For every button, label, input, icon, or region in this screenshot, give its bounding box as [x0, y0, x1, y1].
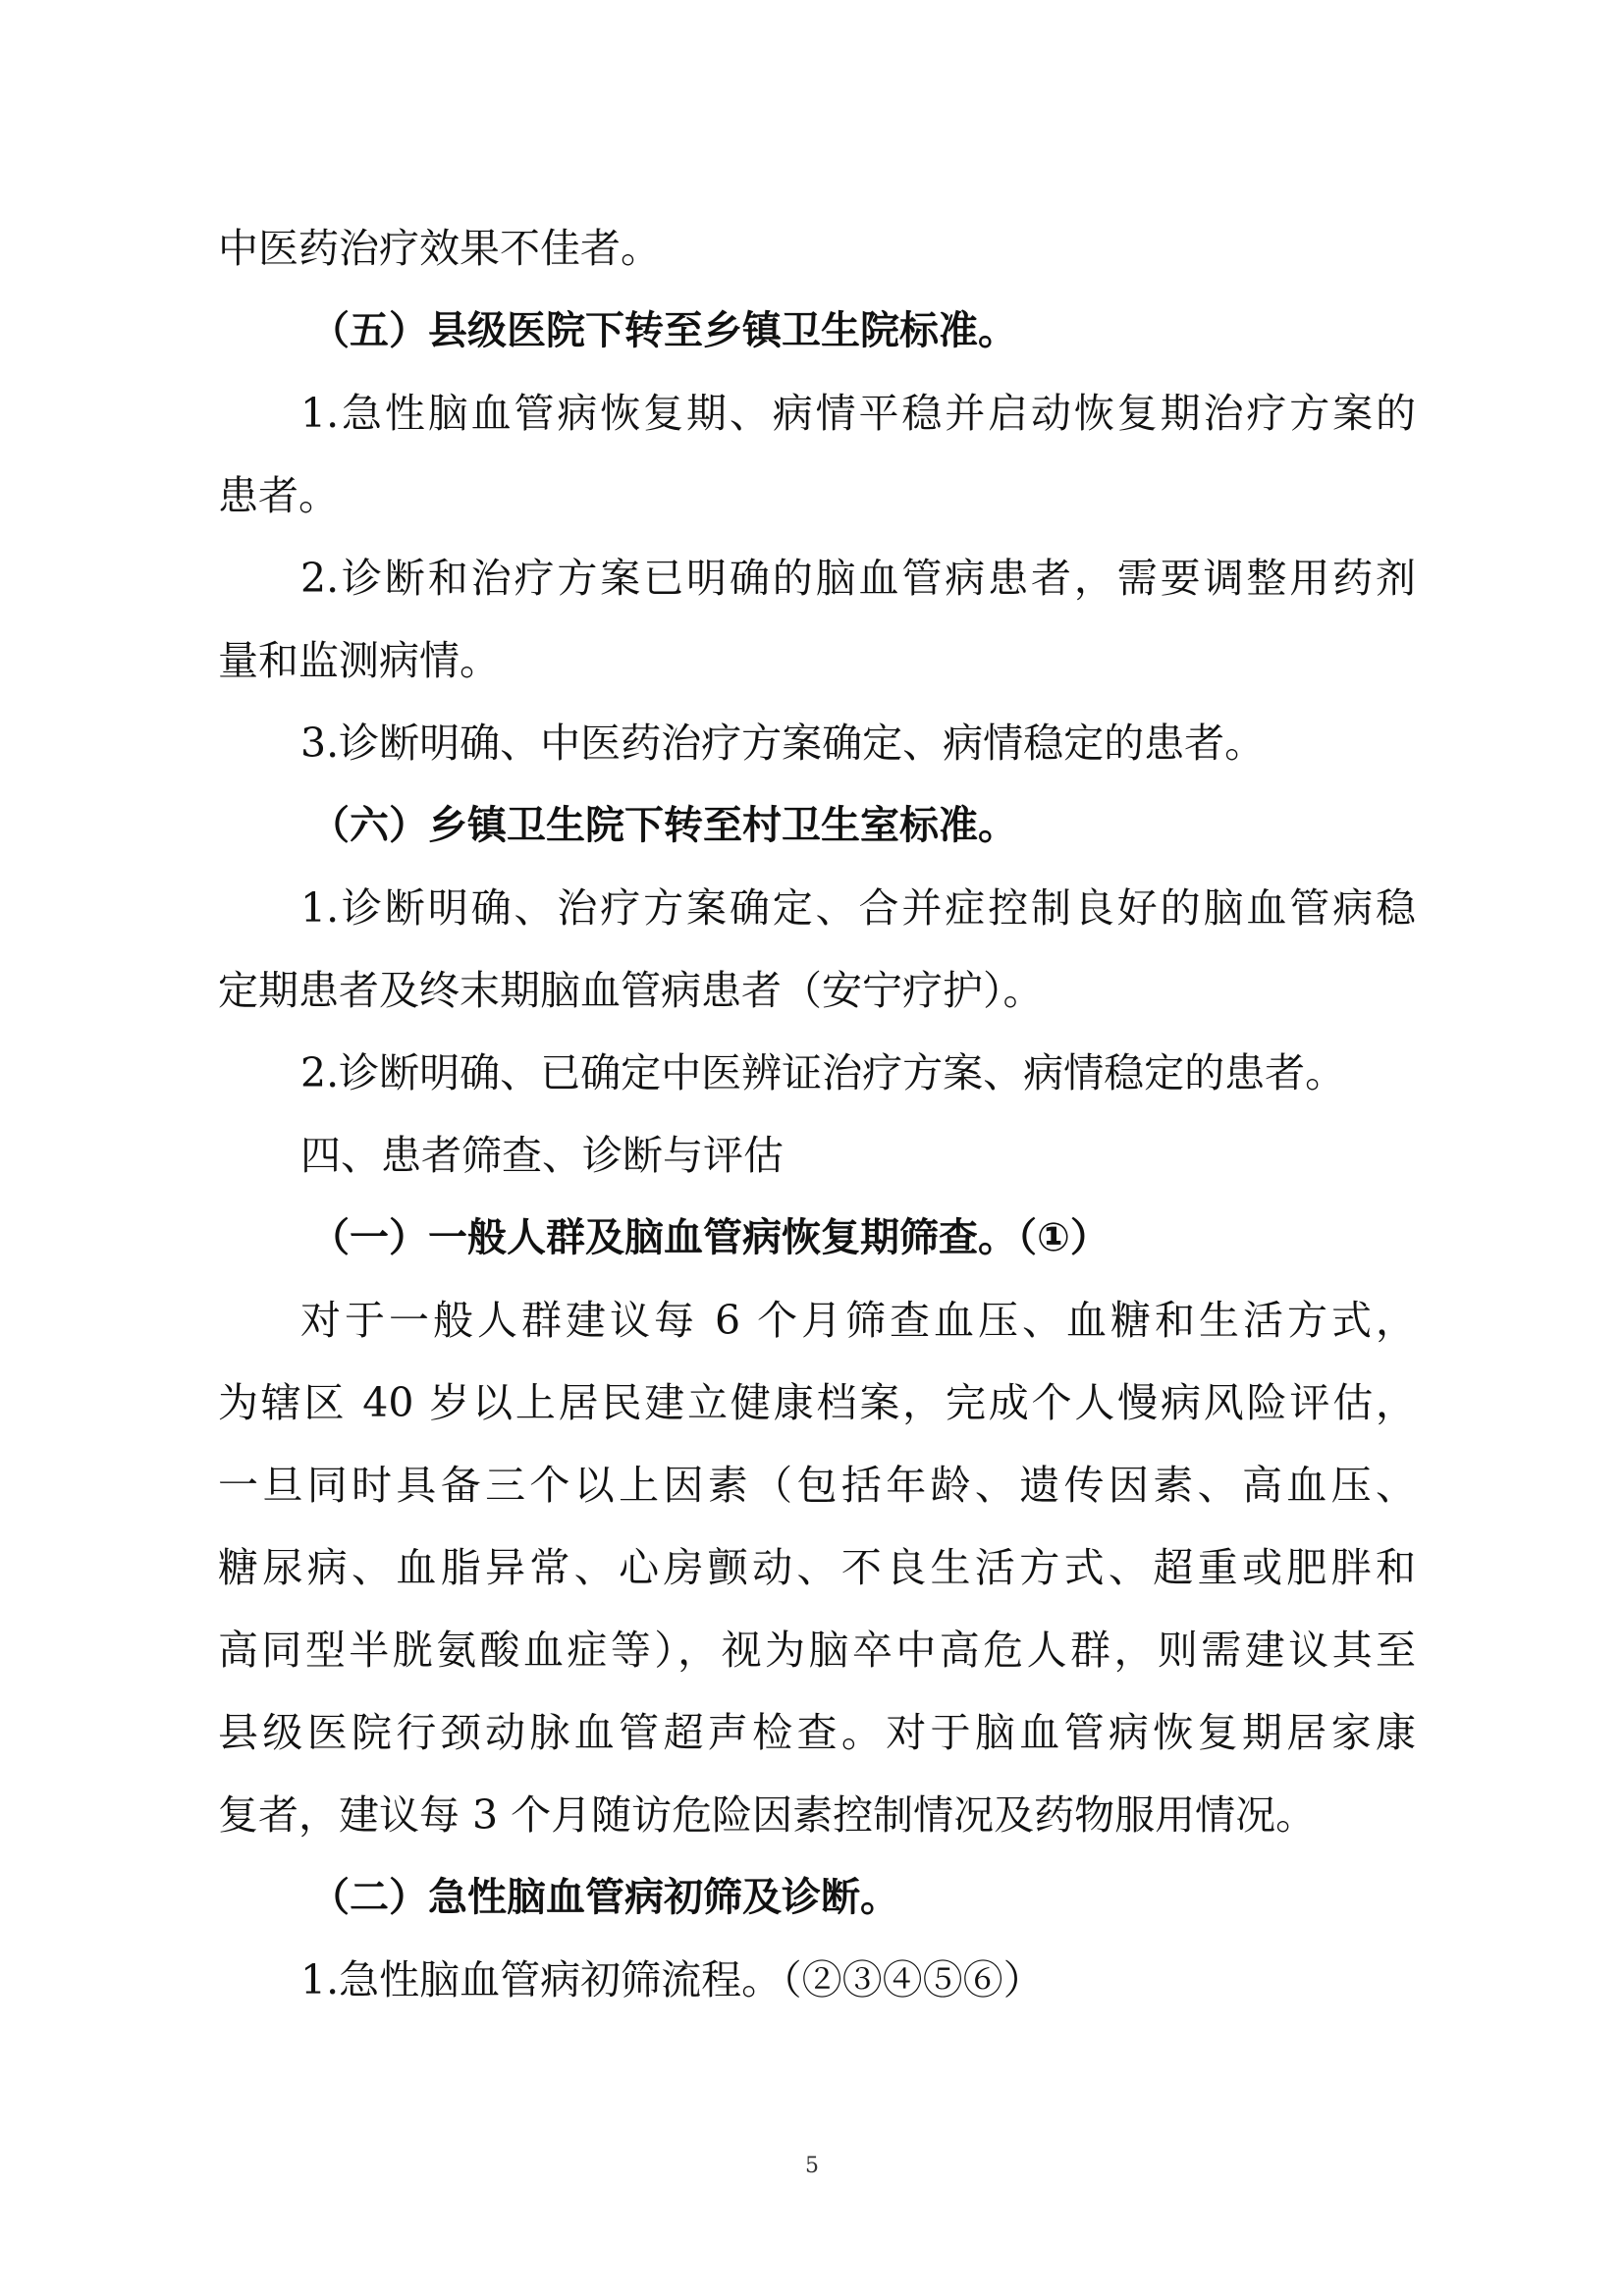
paragraph-line: 量和监测病情。 [218, 637, 500, 684]
paragraph-line: 对于一般人群建议每 6 个月筛查血压、血糖和生活方式， [300, 1297, 1416, 1344]
paragraph-line: 1.诊断明确、治疗方案确定、合并症控制良好的脑血管病稳 [300, 884, 1416, 932]
paragraph-line: 复者，建议每 3 个月随访危险因素控制情况及药物服用情况。 [218, 1791, 1317, 1839]
section-heading-5: （五）县级医院下转至乡镇卫生院标准。 [310, 308, 1017, 353]
paragraph-line: 为辖区 40 岁以上居民建立健康档案，完成个人慢病风险评估， [218, 1379, 1416, 1426]
paragraph-line: 县级医院行颈动脉血管超声检查。对于脑血管病恢复期居家康 [218, 1709, 1416, 1756]
paragraph-line: 中医药治疗效果不佳者。 [218, 225, 661, 272]
paragraph-line: 2.诊断明确、已确定中医辨证治疗方案、病情稳定的患者。 [300, 1049, 1346, 1096]
paragraph-line: 2.诊断和治疗方案已明确的脑血管病患者，需要调整用药剂 [300, 555, 1416, 602]
section-heading-2: （二）急性脑血管病初筛及诊断。 [310, 1875, 899, 1920]
paragraph-line: 1.急性脑血管病初筛流程。（②③④⑤⑥） [300, 1956, 1044, 2003]
paragraph-line: 高同型半胱氨酸血症等），视为脑卒中高危人群，则需建议其至 [218, 1627, 1416, 1674]
paragraph-line: 糖尿病、血脂异常、心房颤动、不良生活方式、超重或肥胖和 [218, 1544, 1416, 1591]
paragraph-line: 患者。 [218, 472, 339, 519]
paragraph-line: 一旦同时具备三个以上因素（包括年龄、遗传因素、高血压、 [218, 1462, 1416, 1509]
paragraph-line: 3.诊断明确、中医药治疗方案确定、病情稳定的患者。 [300, 720, 1266, 767]
chapter-heading-4: 四、患者筛查、诊断与评估 [300, 1132, 784, 1179]
section-heading-6: （六）乡镇卫生院下转至村卫生室标准。 [310, 803, 1017, 848]
paragraph-line: 定期患者及终末期脑血管病患者（安宁疗护）。 [218, 967, 1044, 1014]
section-heading-1: （一）一般人群及脑血管病恢复期筛查。（①） [310, 1215, 1110, 1260]
paragraph-line: 1.急性脑血管病恢复期、病情平稳并启动恢复期治疗方案的 [300, 390, 1416, 437]
page-number: 5 [805, 2154, 819, 2178]
